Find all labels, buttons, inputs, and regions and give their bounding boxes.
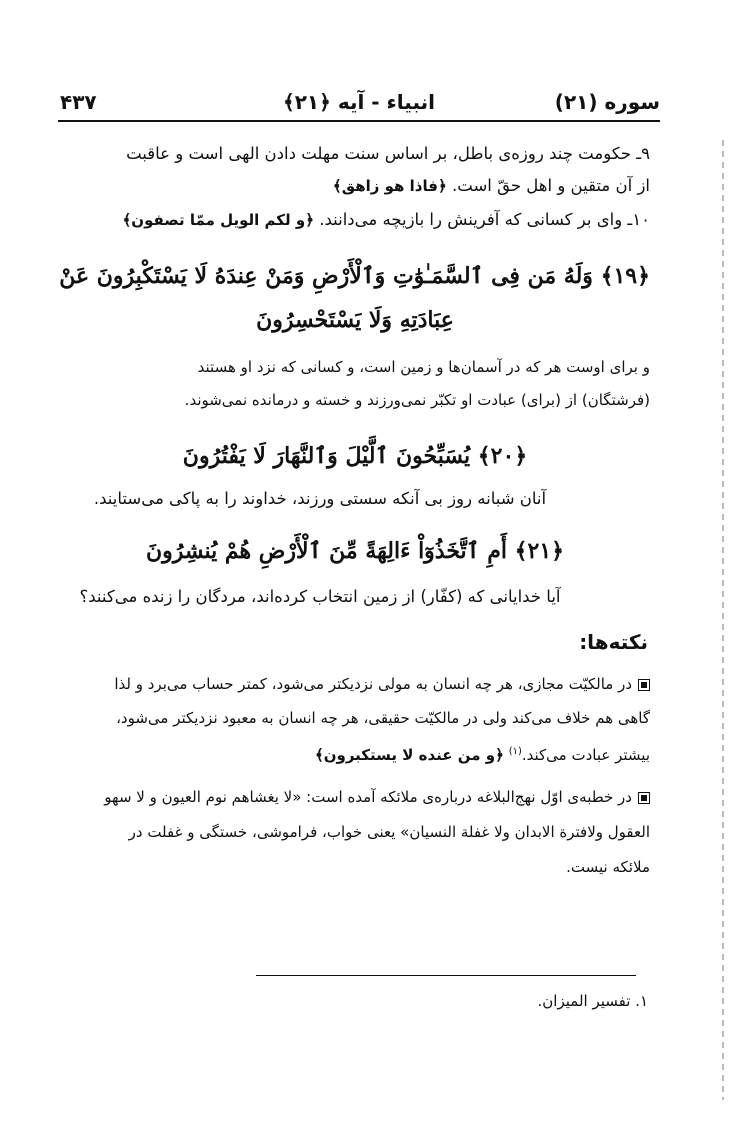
verse-19-arabic-line-1: ﴿۱۹﴾ وَلَهُ مَن فِی ٱلسَّمَـٰوَٰتِ وَٱلْأَرْضِ وَمَنْ عِندَهُ لَا یَسْتَكْبِرُونَ عَنْ (59, 263, 650, 289)
sura-label: سوره (۲۱) (554, 90, 660, 114)
verse-21-translation: آیا خدایانی که (کفّار) از زمین انتخاب کرده‌اند، مردگان را زنده می‌کنند؟ (79, 587, 561, 606)
verse-19-translation-line-2: (فرشتگان) از (برای) عبادت او تکبّر نمی‌ورزند و خسته و درمانده نمی‌شوند. (184, 391, 650, 409)
note-1-text-3: بیشتر عبادت می‌کند. (521, 746, 650, 764)
point-9-text: از آن متقین و اهل حقّ است. (452, 176, 650, 195)
point-10 (60, 208, 650, 232)
footnote-divider (256, 975, 636, 976)
verse-21-arabic: ﴿۲۱﴾ أَمِ ٱتَّخَذُوٓاْ ءَالِهَةً مِّنَ ٱلْأَرْضِ هُمْ یُنشِرُونَ (145, 538, 565, 564)
note-2-text-1: در خطبه‌ی اوّل نهج‌البلاغه درباره‌ی ملائکه آمده است: «لا یغشاهم نوم العیون و لا سهو (104, 788, 632, 806)
chapter-verse-label: انبیاء - آیه ﴿۲۱﴾ (283, 90, 435, 114)
verse-19-translation-line-1: و برای اوست هر که در آسمان‌ها و زمین است، و کسانی که نزد او هستند (197, 358, 650, 376)
note-2-line-1 (60, 785, 650, 809)
point-9-line-1: ۹ـ حکومت چند روزه‌ی باطل، بر اساس سنت مهلت دادن الهی است و عاقبت (126, 144, 650, 163)
page-header (58, 86, 660, 122)
square-bullet-icon (638, 679, 650, 691)
point-10-quote: ﴿و لکم الویل ممّا تصفون﴾ (122, 211, 314, 229)
note-1-quote: ﴿و من عنده لا یستکبرون﴾ (314, 746, 504, 764)
footnote: ۱. تفسیر المیزان. (537, 992, 648, 1010)
point-9-line-2 (60, 174, 650, 198)
point-9-quote: ﴿فاذا هو زاهق﴾ (332, 177, 447, 195)
verse-19-arabic-line-2: عِبَادَتِهِ وَلَا یَسْتَحْسِرُونَ (256, 307, 454, 333)
footnote-ref: (۱) (508, 746, 522, 757)
note-1-line-1 (60, 672, 650, 696)
note-1-line-3 (60, 740, 650, 767)
note-2-line-3: ملائکه نیست. (566, 858, 650, 876)
page-number: ۴۳۷ (60, 90, 97, 114)
page-edge-binding (722, 140, 724, 1100)
notes-title: نکته‌ها: (579, 630, 648, 654)
square-bullet-icon (638, 792, 650, 804)
note-1-line-2: گاهی هم خلاف می‌کند ولی در مالکیّت حقیقی، هر چه انسان به معبود نزدیکتر می‌شود، (116, 709, 650, 727)
note-1-text-1: در مالکیّت مجازی، هر چه انسان به مولی نزدیکتر می‌شود، کمتر حساب می‌برد و لذا (114, 675, 632, 693)
note-2-line-2: العقول ولافترة الابدان ولا غفلة النسیان» یعنی خواب، فراموشی، خستگی و غفلت در (128, 823, 650, 841)
verse-20-translation: آنان شبانه روز بی آنکه سستی ورزند، خداوند را به پاکی می‌ستایند. (93, 489, 547, 508)
point-10-text: ۱۰ـ وای بر کسانی که آفرینش را بازیچه می‌دانند. (319, 210, 650, 229)
verse-20-arabic: ﴿۲۰﴾ یُسَبِّحُونَ ٱلَّیْلَ وَٱلنَّهَارَ لَا یَفْتُرُونَ (182, 443, 528, 469)
